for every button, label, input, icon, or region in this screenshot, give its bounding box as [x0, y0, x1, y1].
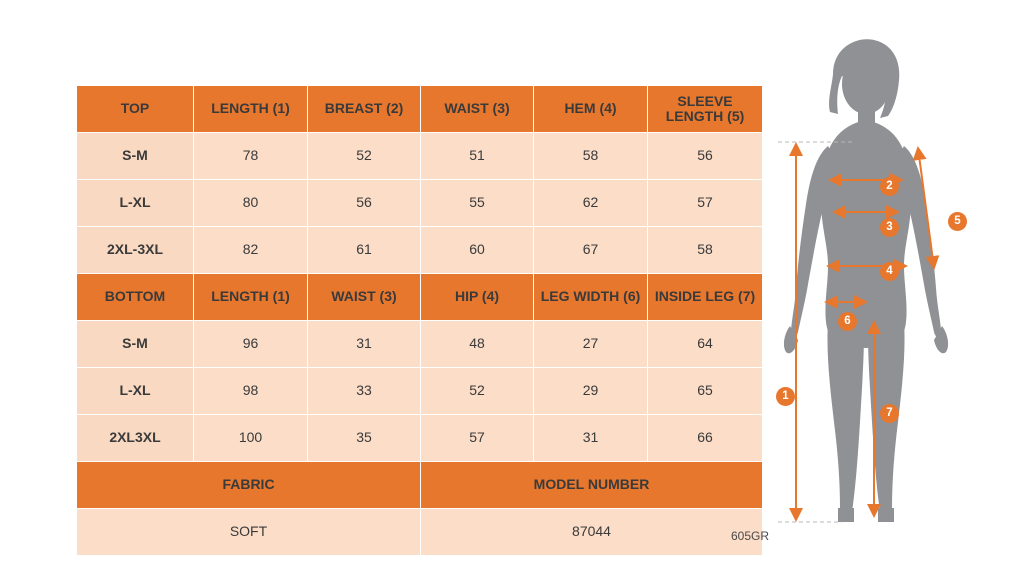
header-top-breast: BREAST (2) [308, 86, 421, 133]
cell-top-2xl-3xl-length: 82 [194, 227, 308, 274]
marker-badge-2: 2 [880, 177, 899, 196]
cell-top-s-m-waist: 51 [421, 133, 534, 180]
header-bottom-inside-leg: INSIDE LEG (7) [648, 274, 763, 321]
cell-top-l-xl-length: 80 [194, 180, 308, 227]
cell-bottom-s-m-length: 96 [194, 321, 308, 368]
size-chart-table [76, 85, 763, 556]
row-label-bottom-2xl-3xl: 2XL3XL [77, 415, 194, 462]
marker-badge-1: 1 [776, 387, 795, 406]
row-label-bottom-s-m: S-M [77, 321, 194, 368]
cell-top-l-xl-breast: 56 [308, 180, 421, 227]
cell-fabric-value: SOFT [77, 509, 421, 556]
cell-bottom-2xl-3xl-waist: 35 [308, 415, 421, 462]
header-bottom-leg-width: LEG WIDTH (6) [534, 274, 648, 321]
table-row [77, 133, 763, 180]
table-row [77, 227, 763, 274]
table-row [77, 180, 763, 227]
header-model-number: MODEL NUMBER [421, 462, 763, 509]
cell-top-2xl-3xl-breast: 61 [308, 227, 421, 274]
cell-top-s-m-sleeve: 56 [648, 133, 763, 180]
header-bottom-length: LENGTH (1) [194, 274, 308, 321]
header-bottom: BOTTOM [77, 274, 194, 321]
style-code-label: 605GR [731, 529, 770, 543]
cell-bottom-s-m-hip: 48 [421, 321, 534, 368]
header-bottom-waist: WAIST (3) [308, 274, 421, 321]
cell-top-2xl-3xl-sleeve: 58 [648, 227, 763, 274]
cell-bottom-s-m-waist: 31 [308, 321, 421, 368]
cell-top-s-m-hem: 58 [534, 133, 648, 180]
cell-bottom-l-xl-inside-leg: 65 [648, 368, 763, 415]
row-label-top-2xl-3xl: 2XL-3XL [77, 227, 194, 274]
marker-badge-5: 5 [948, 212, 967, 231]
cell-model-number-value: 87044 [421, 509, 763, 556]
cell-top-l-xl-waist: 55 [421, 180, 534, 227]
cell-bottom-2xl-3xl-hip: 57 [421, 415, 534, 462]
cell-bottom-s-m-inside-leg: 64 [648, 321, 763, 368]
table-row-footer-values [77, 509, 763, 556]
table-row-bottom-header [77, 274, 763, 321]
cell-top-l-xl-sleeve: 57 [648, 180, 763, 227]
header-top-hem: HEM (4) [534, 86, 648, 133]
cell-top-l-xl-hem: 62 [534, 180, 648, 227]
header-fabric: FABRIC [77, 462, 421, 509]
table-row-footer-header [77, 462, 763, 509]
cell-top-s-m-breast: 52 [308, 133, 421, 180]
table-row [77, 415, 763, 462]
cell-bottom-l-xl-length: 98 [194, 368, 308, 415]
cell-bottom-2xl-3xl-inside-leg: 66 [648, 415, 763, 462]
row-label-bottom-l-xl: L-XL [77, 368, 194, 415]
marker-badge-4: 4 [880, 262, 899, 281]
row-label-top-s-m: S-M [77, 133, 194, 180]
cell-top-2xl-3xl-hem: 67 [534, 227, 648, 274]
table-row-top-header [77, 86, 763, 133]
header-top-sleeve-length: SLEEVE LENGTH (5) [648, 86, 763, 133]
cell-top-s-m-length: 78 [194, 133, 308, 180]
cell-bottom-2xl-3xl-leg-width: 31 [534, 415, 648, 462]
cell-bottom-l-xl-hip: 52 [421, 368, 534, 415]
header-bottom-hip: HIP (4) [421, 274, 534, 321]
cell-bottom-l-xl-waist: 33 [308, 368, 421, 415]
body-silhouette [784, 39, 948, 522]
table-row [77, 368, 763, 415]
cell-bottom-s-m-leg-width: 27 [534, 321, 648, 368]
row-label-top-l-xl: L-XL [77, 180, 194, 227]
header-top-waist: WAIST (3) [421, 86, 534, 133]
cell-top-2xl-3xl-waist: 60 [421, 227, 534, 274]
table-row [77, 321, 763, 368]
marker-badge-7: 7 [880, 404, 899, 423]
cell-bottom-2xl-3xl-length: 100 [194, 415, 308, 462]
marker-badge-3: 3 [880, 218, 899, 237]
measurement-figure [770, 22, 1024, 552]
header-top: TOP [77, 86, 194, 133]
header-top-length: LENGTH (1) [194, 86, 308, 133]
cell-bottom-l-xl-leg-width: 29 [534, 368, 648, 415]
marker-badge-6: 6 [838, 312, 857, 331]
